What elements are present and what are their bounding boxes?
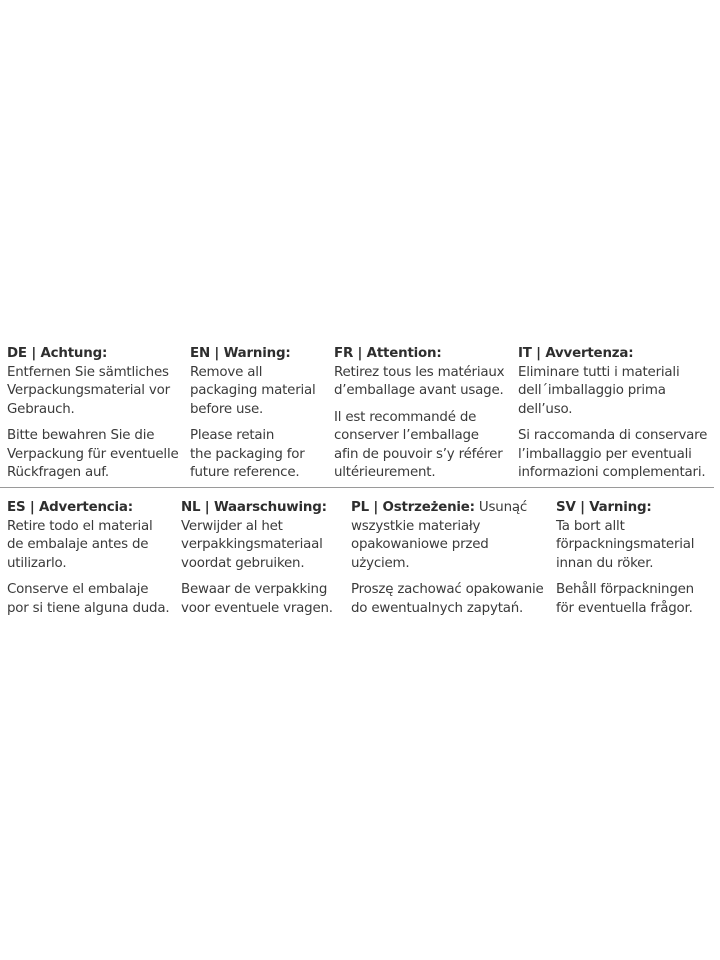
- block-paragraph: [181, 518, 333, 574]
- block-heading: DE | Achtung:: [7, 346, 108, 361]
- block-paragraph: [518, 427, 707, 483]
- warning-block-fr: [334, 345, 504, 483]
- text-line: conserver l’emballage: [334, 428, 479, 443]
- text-line: l’imballaggio per eventuali: [518, 446, 692, 462]
- text-line: Proszę zachować opakowanie: [351, 582, 544, 597]
- text-line: Behåll förpackningen: [556, 582, 694, 597]
- block-paragraph: [518, 364, 707, 420]
- block-heading-line: [351, 499, 544, 518]
- block-paragraph: [556, 518, 694, 574]
- warning-block-en: [190, 345, 316, 483]
- warning-block-it: [518, 345, 707, 483]
- text-line: packaging material: [190, 383, 316, 398]
- text-line: ultérieurement.: [334, 465, 436, 480]
- text-line: opakowaniowe przed: [351, 537, 489, 552]
- text-line: afin de pouvoir s’y référer: [334, 446, 503, 462]
- block-paragraph: [351, 518, 544, 574]
- text-line: voor eventuele vragen.: [181, 600, 333, 616]
- warning-block-es: [7, 499, 169, 618]
- text-line: Eliminare tutti i materiali: [518, 364, 680, 380]
- warning-block-sv: [556, 499, 694, 618]
- text-line: för eventuella frågor.: [556, 600, 693, 616]
- block-heading: PL | Ostrzeżenie:: [351, 500, 475, 515]
- row-divider: [0, 487, 714, 488]
- block-heading: SV | Varning:: [556, 500, 652, 515]
- text-line: Retire todo el material: [7, 518, 153, 534]
- heading-tail-text: Usunąć: [474, 500, 528, 515]
- text-line: voordat gebruiken.: [181, 555, 305, 571]
- text-line: Gebrauch.: [7, 401, 75, 417]
- text-line: Entfernen Sie sämtliches: [7, 364, 169, 380]
- text-line: por si tiene alguna duda.: [7, 600, 170, 616]
- text-line: Remove all: [190, 364, 263, 380]
- block-paragraph: [190, 427, 316, 483]
- text-line: Retirez tous les matériaux: [334, 364, 505, 380]
- block-heading: NL | Waarschuwing:: [181, 500, 327, 515]
- block-paragraph: [7, 427, 179, 483]
- block-paragraph: [181, 581, 333, 618]
- text-line: Conserve el embalaje: [7, 582, 149, 597]
- block-paragraph: [351, 581, 544, 618]
- text-line: Bitte bewahren Sie die: [7, 428, 155, 443]
- block-paragraph: [334, 364, 504, 401]
- block-paragraph: [334, 409, 504, 483]
- text-line: förpackningsmaterial: [556, 537, 695, 552]
- block-heading: IT | Avvertenza:: [518, 346, 634, 361]
- text-line: before use.: [190, 401, 264, 417]
- block-paragraph: [7, 364, 179, 420]
- text-line: utilizarlo.: [7, 555, 67, 571]
- text-line: wszystkie materiały: [351, 518, 481, 534]
- text-line: innan du röker.: [556, 555, 654, 571]
- text-line: de embalaje antes de: [7, 537, 149, 552]
- warning-block-nl: [181, 499, 333, 618]
- block-heading: FR | Attention:: [334, 346, 442, 361]
- text-line: Si raccomanda di conservare: [518, 428, 708, 443]
- text-line: dell’uso.: [518, 401, 573, 417]
- text-line: Bewaar de verpakking: [181, 582, 328, 597]
- block-heading: ES | Advertencia:: [7, 500, 133, 515]
- block-paragraph: [556, 581, 694, 618]
- block-paragraph: [190, 364, 316, 420]
- text-line: Il est recommandé de: [334, 409, 477, 425]
- block-heading: EN | Warning:: [190, 346, 291, 361]
- text-line: informazioni complementari.: [518, 465, 706, 480]
- text-line: Verpackungsmaterial vor: [7, 383, 170, 398]
- warning-block-pl: [351, 499, 544, 618]
- warning-block-de: [7, 345, 179, 483]
- text-line: verpakkingsmateriaal: [181, 537, 323, 552]
- text-line: dell´imballaggio prima: [518, 383, 666, 398]
- text-line: d’emballage avant usage.: [334, 383, 504, 398]
- text-line: Rückfragen auf.: [7, 465, 109, 480]
- text-line: future reference.: [190, 465, 300, 480]
- text-line: Verpackung für eventuelle: [7, 446, 179, 462]
- text-line: Please retain: [190, 428, 275, 443]
- text-line: do ewentualnych zapytań.: [351, 600, 524, 616]
- text-line: Ta bort allt: [556, 518, 625, 534]
- block-paragraph: [7, 581, 169, 618]
- text-line: the packaging for: [190, 446, 305, 462]
- block-paragraph: [7, 518, 169, 574]
- text-line: Verwijder al het: [181, 518, 283, 534]
- text-line: użyciem.: [351, 555, 410, 571]
